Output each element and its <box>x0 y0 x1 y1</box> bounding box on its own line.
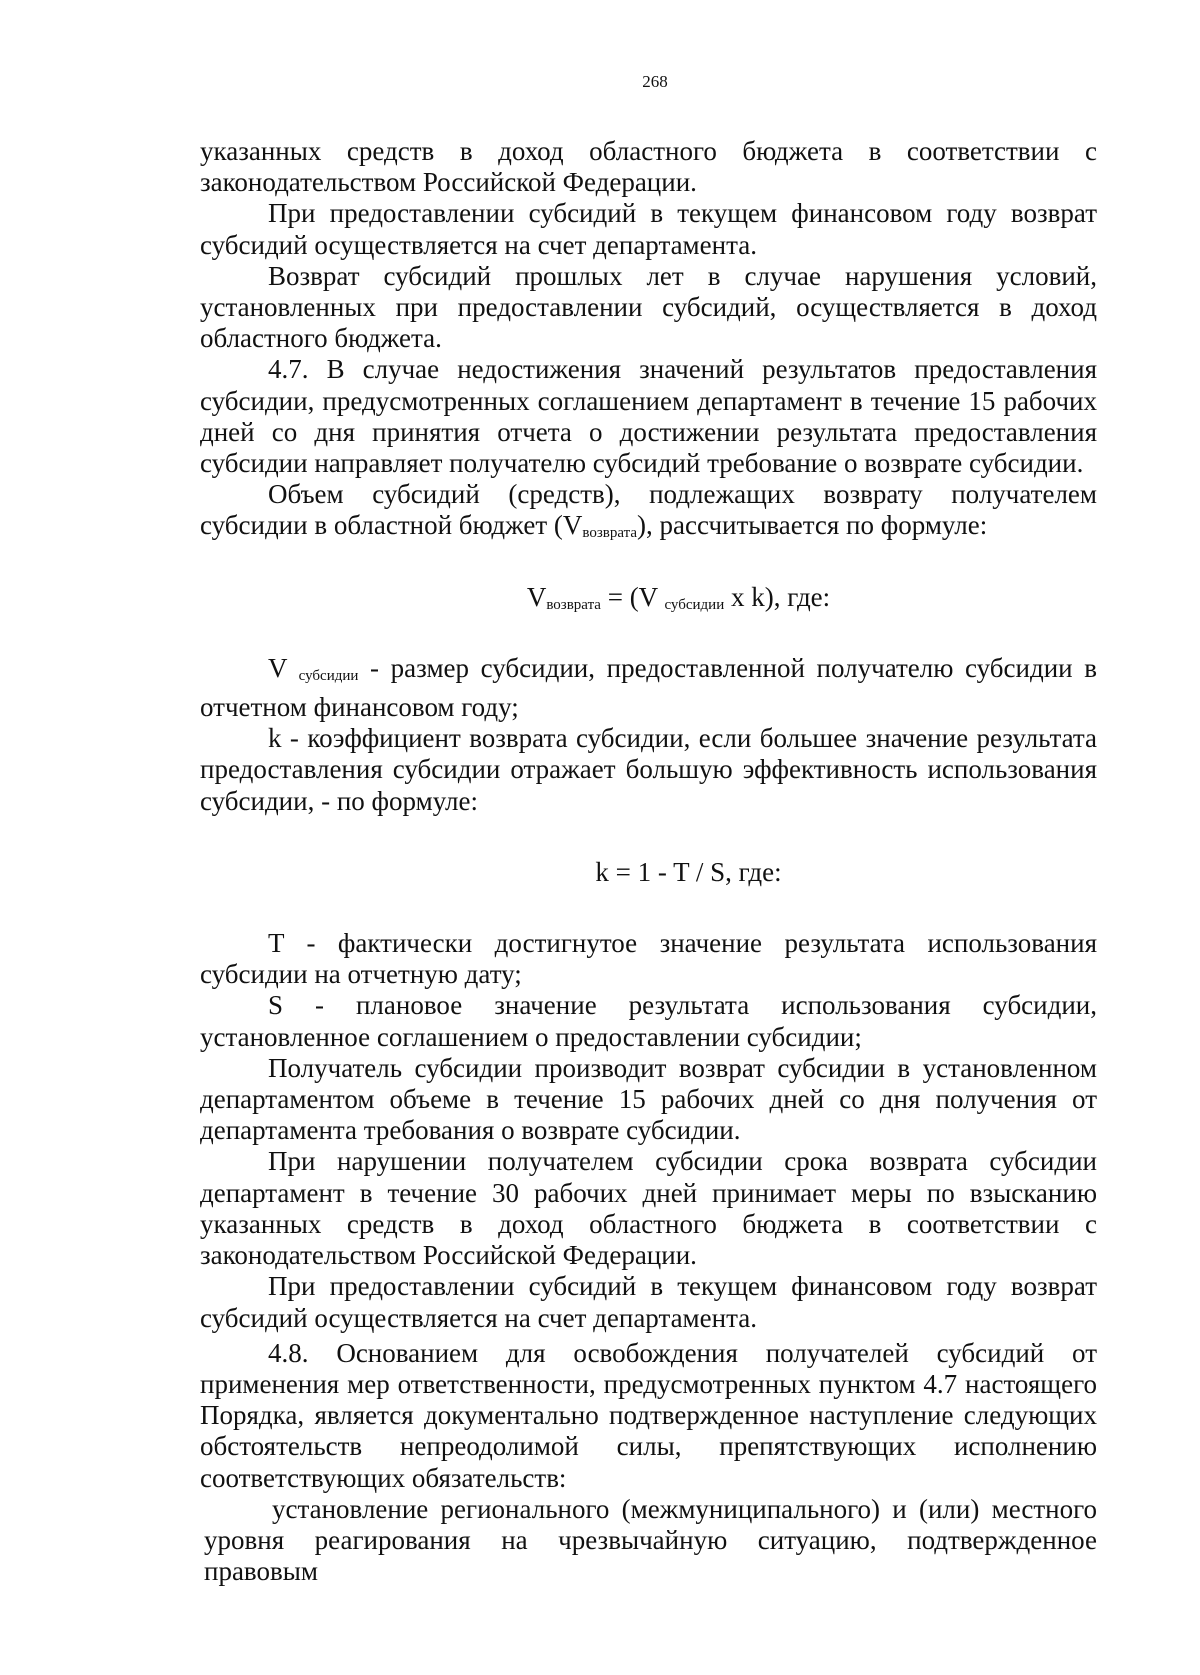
paragraph: указанных средств в доход областного бюджета в соответствии с законодательством Российской Федерации. <box>200 136 1097 198</box>
formula-sub-return: возврата <box>546 596 601 613</box>
paragraph: При нарушении получателем субсидии срока возврата субсидии департамент в течение 30 рабочих дней принимает меры по взысканию указанных средств в доход областного бюджета в соответствии с законодательством Российской Федерации. <box>200 1146 1097 1271</box>
volume-subscript: возврата <box>582 525 638 542</box>
definition-v-subsidy <box>200 653 1097 723</box>
definition-s: S - плановое значение результата использования субсидии, установленное соглашением о предоставлении субсидии; <box>200 990 1097 1052</box>
definition-k: k - коэффициент возврата субсидии, если большее значение результата предоставления субсидии отражает большую эффективность использования субсидии, - по формуле: <box>200 723 1097 816</box>
paragraph: установление регионального (межмуниципального) и (или) местного уровня реагирования на чрезвычайную ситуацию, подтвержденное правовым <box>204 1493 1097 1587</box>
v-definition-text: - размер субсидии, предоставленной получателю субсидии в отчетном финансовом году; <box>200 652 1098 723</box>
paragraph: При предоставлении субсидий в текущем финансовом году возврат субсидий осуществляется на счет департамента. <box>200 198 1097 260</box>
volume-text-before: Объем субсидий (средств), подлежащих возврату получателем субсидии в областной бюджет (V <box>200 479 1097 541</box>
paragraph-4-7: 4.7. В случае недостижения значений результатов предоставления субсидии, предусмотренных соглашением департамент в течение 15 рабочих дней со дня принятия отчета о достижении результата предоставления субсидии направляет получателю субсидий требование о возврате субсидии. <box>200 354 1097 479</box>
formula-end: x k), где: <box>724 581 831 612</box>
paragraph: При предоставлении субсидий в текущем финансовом году возврат субсидий осуществляется на счет департамента. <box>200 1271 1097 1333</box>
paragraph-4-8: 4.8. Основанием для освобождения получателей субсидий от применения мер ответственности, предусмотренных пунктом 4.7 настоящего Порядка, является документально подтвержденное наступление следующих обстоятельств непреодолимой силы, препятствующих исполнению соответствующих обязательств: <box>200 1337 1097 1493</box>
definition-t: T - фактически достигнутое значение результата использования субсидии на отчетную дату; <box>200 928 1097 990</box>
formula-v: V <box>526 581 547 612</box>
formula-return-volume <box>200 582 1097 621</box>
v-symbol: V <box>268 652 299 683</box>
volume-text-after: ), рассчитывается по формуле: <box>637 510 988 541</box>
formula-k: k = 1 - T / S, где: <box>595 856 782 887</box>
paragraph: Получатель субсидии производит возврат субсидии в установленном департаментом объеме в течение 15 рабочих дней со дня получения от департамента требования о возврате субсидии. <box>200 1052 1097 1146</box>
formula-middle: = (V <box>600 581 665 612</box>
v-subscript: субсидии <box>298 667 359 684</box>
paragraph-volume <box>200 479 1097 549</box>
paragraph: Возврат субсидий прошлых лет в случае нарушения условий, установленных при предоставлении субсидий, осуществляется в доход областного бюджета. <box>200 260 1097 354</box>
page-number: 268 <box>642 72 668 91</box>
formula-sub-subsidy: субсидии <box>664 596 725 613</box>
document-body <box>200 136 1097 1587</box>
